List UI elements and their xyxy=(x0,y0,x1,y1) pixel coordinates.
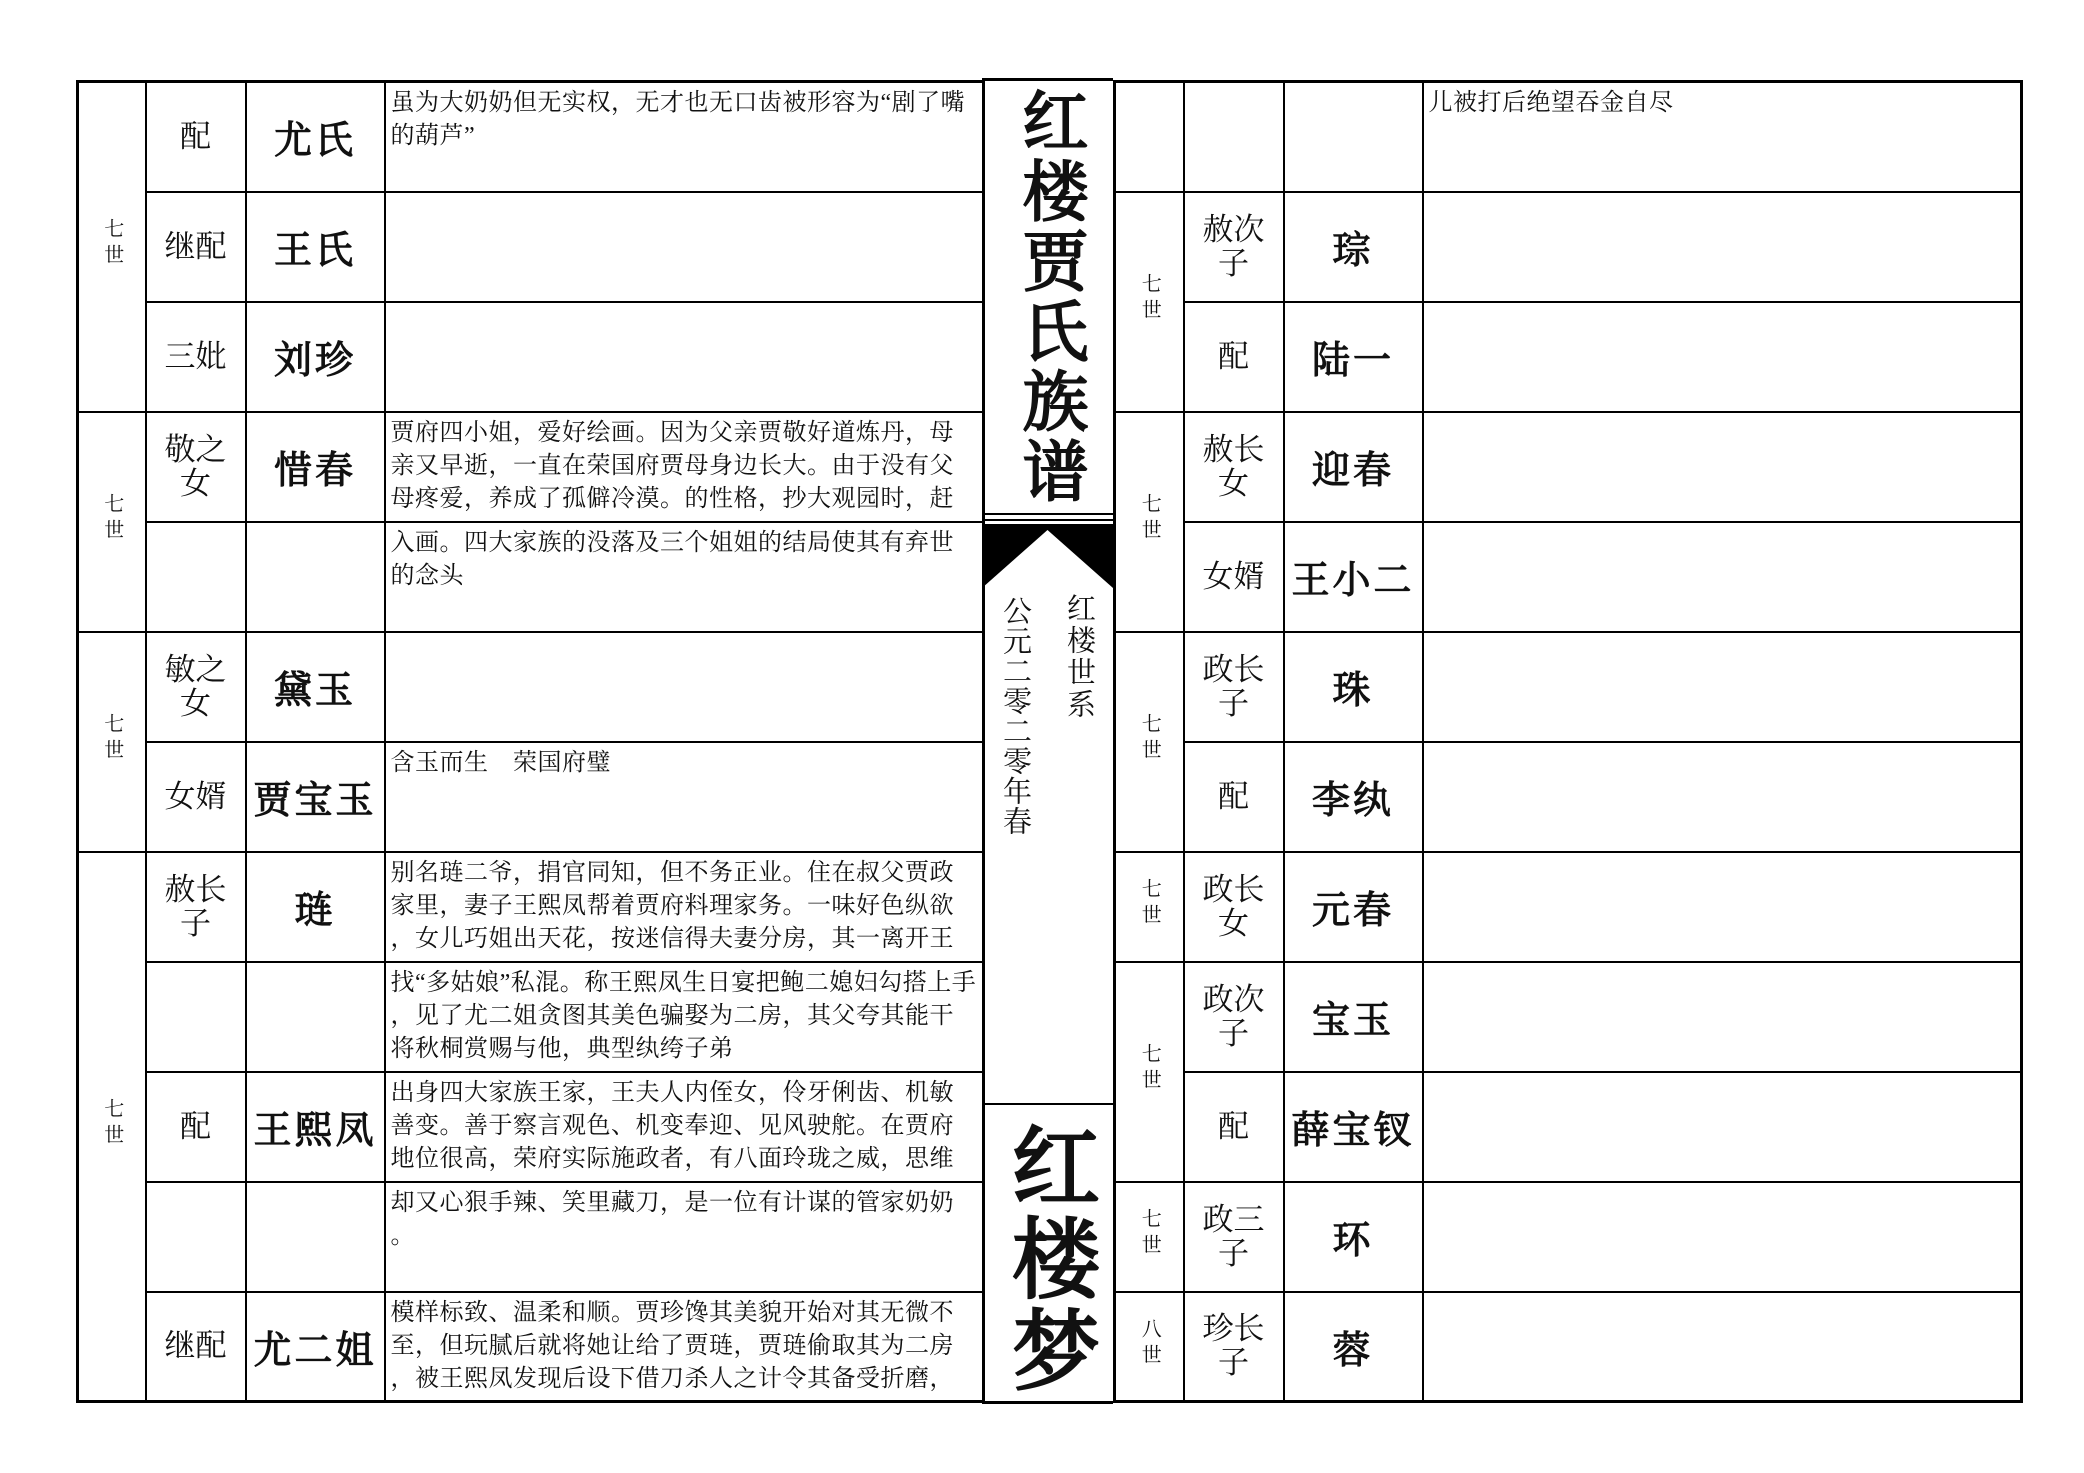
relation-label: 敬之女 xyxy=(146,412,246,522)
generation-label: 七世 xyxy=(1138,493,1161,545)
note-cell xyxy=(1423,632,2022,742)
generation-label: 七世 xyxy=(1138,713,1161,765)
relation-label: 赦长子 xyxy=(146,852,246,962)
relation-label: 政长女 xyxy=(1184,852,1284,962)
member-name: 琮 xyxy=(1284,192,1423,302)
member-note: 儿被打后绝望吞金自尽 xyxy=(1428,90,1674,116)
member-note: 模样标致、温柔和顺。贾珍馋其美貌开始对其无微不至，但玩腻后就将她让给了贾琏，贾琏偷取其为二房，被王熙凤发现后设下借刀杀人之计令其备受折磨， xyxy=(390,1299,954,1392)
member-note xyxy=(1424,1073,2021,1177)
note-cell xyxy=(385,852,984,962)
relation-label: 三妣 xyxy=(146,302,246,412)
relation-label xyxy=(146,522,246,632)
table-row xyxy=(78,1292,984,1402)
member-note: 出身四大家族王家，王夫人内侄女，伶牙俐齿、机敏善变。善于察言观色、机变奉迎、见风驶舵。在贾府地位很高，荣府实际施政者，有八面玲珑之威，思维 xyxy=(390,1079,954,1172)
generation-cell xyxy=(1115,962,1184,1182)
note-cell xyxy=(385,1292,984,1402)
ribbon-ornament-icon xyxy=(982,524,1113,588)
table-row xyxy=(78,412,984,522)
note-cell xyxy=(1423,1072,2022,1182)
note-cell xyxy=(1423,1292,2022,1402)
table-row xyxy=(78,1072,984,1182)
member-note xyxy=(1424,1293,2021,1397)
member-note xyxy=(386,193,983,297)
note-cell xyxy=(385,302,984,412)
table-row xyxy=(78,302,984,412)
table-row xyxy=(1115,1292,2022,1402)
generation-cell xyxy=(78,632,146,852)
generation-cell xyxy=(1115,852,1184,962)
table-row xyxy=(1115,192,2022,302)
table-row xyxy=(78,1182,984,1292)
member-note: 别名琏二爷，捐官同知，但不务正业。住在叔父贾政家里，妻子王熙凤帮着贾府料理家务。一味好色纵欲，女儿巧姐出天花，按迷信得夫妻分房，其一离开王 xyxy=(390,859,954,952)
note-cell xyxy=(1423,522,2022,632)
member-note: 却又心狠手辣、笑里藏刀，是一位有计谋的管家奶奶。 xyxy=(390,1189,954,1249)
member-name xyxy=(246,1182,385,1292)
member-note: 贾府四小姐，爱好绘画。因为父亲贾敬好道炼丹，母亲又早逝，一直在荣国府贾母身边长大。由于没有父母疼爱，养成了孤僻冷漠。的性格，抄大观园时，赶 xyxy=(390,419,954,512)
generation-cell xyxy=(78,852,146,1402)
right-genealogy-table xyxy=(1113,80,2023,1403)
table-row xyxy=(1115,412,2022,522)
table-row xyxy=(1115,962,2022,1072)
title-divider xyxy=(982,519,1113,521)
member-name: 贾宝玉 xyxy=(246,742,385,852)
generation-label: 七世 xyxy=(1138,878,1161,930)
member-note xyxy=(1424,633,2021,737)
note-cell xyxy=(385,412,984,522)
generation-label: 七世 xyxy=(100,218,123,271)
member-name: 环 xyxy=(1284,1182,1423,1292)
member-name: 薛宝钗 xyxy=(1284,1072,1423,1182)
member-name: 宝玉 xyxy=(1284,962,1423,1072)
member-name xyxy=(246,522,385,632)
note-cell xyxy=(385,1182,984,1292)
note-cell xyxy=(1423,412,2022,522)
member-note: 虽为大奶奶但无实权，无才也无口齿被形容为“剧了嘴的葫芦” xyxy=(390,90,966,149)
relation-label: 政长子 xyxy=(1184,632,1284,742)
table-row xyxy=(1115,632,2022,742)
member-note xyxy=(386,633,983,737)
relation-label: 赦次子 xyxy=(1184,192,1284,302)
note-cell xyxy=(1423,852,2022,962)
note-cell xyxy=(385,522,984,632)
relation-label: 珍长子 xyxy=(1184,1292,1284,1402)
table-row xyxy=(1115,742,2022,852)
table-row xyxy=(1115,852,2022,962)
generation-cell xyxy=(1115,1292,1184,1402)
series-label: 红楼世系 xyxy=(1063,593,1095,721)
member-name: 惜春 xyxy=(246,412,385,522)
panel-divider xyxy=(982,1103,1113,1105)
member-name: 王小二 xyxy=(1284,522,1423,632)
member-note: 入画。四大家族的没落及三个姐姐的结局使其有弃世的念头 xyxy=(390,529,954,589)
note-cell xyxy=(1423,192,2022,302)
relation-label: 配 xyxy=(146,1072,246,1182)
note-cell xyxy=(1423,1182,2022,1292)
note-cell xyxy=(385,632,984,742)
note-cell xyxy=(1423,742,2022,852)
generation-label: 七世 xyxy=(100,1097,123,1150)
generation-cell xyxy=(78,412,146,632)
date-label: 公元二零二零年春 xyxy=(999,596,1031,836)
member-name: 尤二姐 xyxy=(246,1292,385,1402)
member-name xyxy=(246,962,385,1072)
relation-label xyxy=(1184,82,1284,192)
relation-label: 配 xyxy=(1184,302,1284,412)
relation-label: 配 xyxy=(1184,742,1284,852)
left-genealogy-table xyxy=(76,80,985,1403)
relation-label: 配 xyxy=(1184,1072,1284,1182)
member-name: 尤氏 xyxy=(246,82,385,192)
member-name: 王熙凤 xyxy=(246,1072,385,1182)
generation-label: 七世 xyxy=(1138,1043,1161,1095)
relation-label: 女婿 xyxy=(146,742,246,852)
member-name: 珠 xyxy=(1284,632,1423,742)
member-name: 陆一 xyxy=(1284,302,1423,412)
member-note xyxy=(386,303,983,407)
member-name xyxy=(1284,82,1423,192)
member-name: 刘珍 xyxy=(246,302,385,412)
member-note: 找“多姑娘”私混。称王熙凤生日宴把鲍二媳妇勾搭上手，见了尤二姐贪图其美色骗娶为二房，其父夸其能干将秋桐赏赐与他，典型纨绔子弟 xyxy=(390,969,977,1062)
relation-label: 继配 xyxy=(146,192,246,302)
table-row xyxy=(1115,302,2022,412)
member-name: 迎春 xyxy=(1284,412,1423,522)
generation-cell xyxy=(78,82,146,412)
table-row xyxy=(1115,1182,2022,1292)
table-row xyxy=(78,522,984,632)
table-row xyxy=(78,82,984,192)
relation-label: 配 xyxy=(146,82,246,192)
relation-label xyxy=(146,962,246,1072)
generation-label: 七世 xyxy=(100,493,123,545)
note-cell xyxy=(1423,962,2022,1072)
table-row xyxy=(78,962,984,1072)
table-row xyxy=(1115,522,2022,632)
relation-label: 继配 xyxy=(146,1292,246,1402)
member-name: 王氏 xyxy=(246,192,385,302)
table-row xyxy=(78,632,984,742)
member-note xyxy=(1424,303,2021,407)
member-note xyxy=(1424,523,2021,627)
generation-label: 七世 xyxy=(1138,1208,1161,1260)
member-name: 黛玉 xyxy=(246,632,385,742)
member-note xyxy=(1424,963,2021,1067)
book-title: 红楼梦 xyxy=(999,1121,1096,1397)
title-panel xyxy=(982,78,1113,1404)
note-cell xyxy=(1423,82,2022,192)
generation-cell xyxy=(1115,1182,1184,1292)
relation-label: 敏之女 xyxy=(146,632,246,742)
relation-label: 女婿 xyxy=(1184,522,1284,632)
relation-label: 政次子 xyxy=(1184,962,1284,1072)
member-name: 李纨 xyxy=(1284,742,1423,852)
member-name: 蓉 xyxy=(1284,1292,1423,1402)
generation-cell xyxy=(1115,412,1184,632)
title-divider xyxy=(982,513,1113,515)
member-name: 元春 xyxy=(1284,852,1423,962)
table-row xyxy=(78,852,984,962)
relation-label: 赦长女 xyxy=(1184,412,1284,522)
note-cell xyxy=(1423,302,2022,412)
member-note xyxy=(1424,853,2021,957)
note-cell xyxy=(385,82,984,192)
member-note xyxy=(1424,193,2021,297)
table-row xyxy=(78,192,984,302)
member-name: 琏 xyxy=(246,852,385,962)
table-row xyxy=(1115,1072,2022,1182)
generation-label: 七世 xyxy=(1138,273,1161,325)
table-row xyxy=(78,742,984,852)
member-note: 含玉而生 荣国府璧 xyxy=(390,749,611,776)
member-note xyxy=(1424,743,2021,847)
member-note xyxy=(1424,1183,2021,1287)
relation-label: 政三子 xyxy=(1184,1182,1284,1292)
generation-label: 七世 xyxy=(100,713,123,765)
note-cell xyxy=(385,742,984,852)
generation-cell xyxy=(1115,632,1184,852)
generation-cell xyxy=(1115,192,1184,412)
note-cell xyxy=(385,192,984,302)
relation-label xyxy=(146,1182,246,1292)
table-row xyxy=(1115,82,2022,192)
page-title: 红楼贾氏族谱 xyxy=(1012,87,1085,507)
note-cell xyxy=(385,962,984,1072)
generation-label: 八世 xyxy=(1138,1317,1161,1370)
generation-cell xyxy=(1115,82,1184,192)
member-note xyxy=(1424,413,2021,517)
note-cell xyxy=(385,1072,984,1182)
